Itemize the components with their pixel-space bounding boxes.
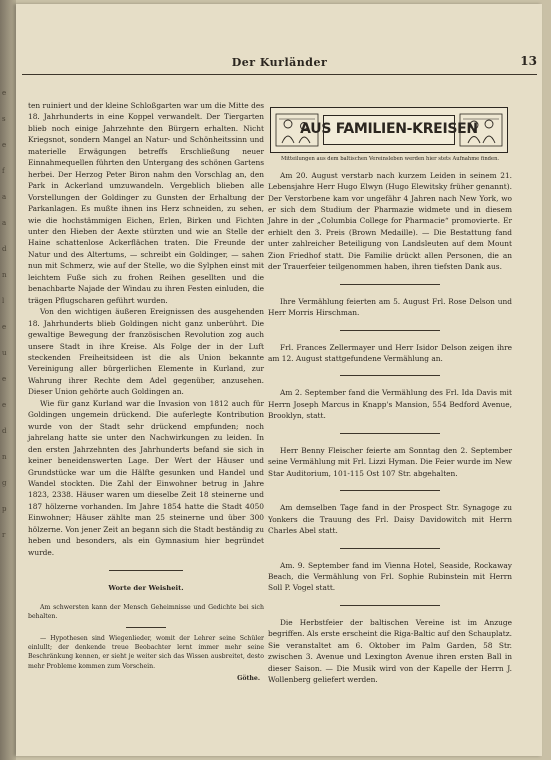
announcement-item: Am. 9. September fand im Vienna Hotel, Seaside, Rockaway Beach, die Vermählung von Frl. Sophie Rubinstein mit Herrn Soll P. Vogel statt. xyxy=(268,560,512,593)
motto-author: Göthe. xyxy=(237,674,260,682)
gutter-letter: e xyxy=(2,141,7,149)
page-header xyxy=(22,52,537,75)
motto-heading: Worte der Weisheit. xyxy=(108,584,184,593)
gutter-letter: l xyxy=(2,297,5,305)
family-illustration-icon xyxy=(459,113,503,147)
gutter-letter: e xyxy=(2,323,7,331)
gutter-letter: s xyxy=(2,115,6,123)
gutter-letter: d xyxy=(2,427,7,435)
gutter-letter: p xyxy=(2,505,7,513)
section-divider xyxy=(109,570,183,571)
gutter-letter: u xyxy=(2,349,7,357)
book-gutter xyxy=(0,0,16,760)
item-divider xyxy=(340,433,440,434)
item-divider xyxy=(340,375,440,376)
page-number: 13 xyxy=(520,54,537,68)
announcement-item: Am 20. August verstarb nach kurzem Leiden in seinem 21. Lebensjahre Herr Hugo Elwyn (Hugo Elewitsky früher genannt). Der Verstorbene kam vor ungefähr 4 Jahren nach New York, wo er sich dem Studium der Pharmazie widmete und in diesem Jahre in der „Columbia College for Pharmacie“ promovierte. Er erhielt den 3. Preis (Brown Medaille). — Die Bestattung fand unter zahlreicher Beteiligung von Landsleuten auf dem Mount Zion Friedhof statt. Die Familie drückt allen Personen, die an der Trauerfeier teilgenommen haben, ihren tiefsten Dank aus. xyxy=(268,170,512,272)
article-paragraph: ten ruiniert und der kleine Schloßgarten war um die Mitte des 18. Jahrhunderts in eine Koppel verwandelt. Der Tiergarten blieb noch einige Jahrzehnte den Bürgern erhalten. Nicht Kriegsnot, sondern Mangel an Natur- und Schönheitssinn und materielle Erwägungen betreffs Erschließung neuer Einnahmequellen führten den Untergang des schönen Gartens herbei. Der Herzog Peter Biron nahm den Vorschlag an, den Park in Ackerland umzuwandeln. Vergeblich blieben alle Vorstellungen der Goldinger zu Gunsten der Erhaltung der Parkanlagen. Es mußte ihnen ins Herz schneiden, zu sehen, wie die hochstämmigen Eichen, Erlen, Birken und Fichten unter den Hieben der Aexte stürzten und wie an Stelle der Haine schattenlose Ackerflächen traten. Die Freunde der Natur und des Altertums, — schreibt ein Goldinger, — sahen nun mit Schmerz, wie auf der Stelle, wo die Sylphen einst mit leichtem Fuße sich zu frohen Reihen gesellten und die benachbarte Najade der Windau zu ihren Festen einluden, die trägen Pflugscharen geführt wurden. xyxy=(28,101,264,305)
gutter-letter: r xyxy=(2,531,6,539)
motto-divider xyxy=(126,627,166,628)
gutter-letter: e xyxy=(2,401,7,409)
announcement-item: Die Herbstfeier der baltischen Vereine ist im Anzuge begriffen. Als erste erscheint die Riga-Baltic auf den Schauplatz. Sie veranstaltet am 6. Oktober im Palm Garden, 58 Str. zwischen 3. Avenue und Lexington Avenue ihren ersten Ball in dieser Saison. — Die Musik wird von der Kapelle der Herrn J. Wollenberg geliefert werden. xyxy=(268,617,512,685)
announcement-item: Frl. Frances Zellermayer und Herr Isidor Delson zeigen ihre am 12. August stattgefundene Vermählung an. xyxy=(268,342,512,364)
gutter-letter: e xyxy=(2,89,7,97)
announcement-item: Ihre Vermählung feierten am 5. August Frl. Rose Delson und Herr Morris Hirschman. xyxy=(268,296,512,318)
right-column xyxy=(268,107,512,686)
announcement-item: Am 2. September fand die Vermählung des Frl. Ida Davis mit Herrn Joseph Marcus in Knapp's Mansion, 554 Bedford Avenue, Brooklyn, statt. xyxy=(268,388,512,421)
item-divider xyxy=(340,284,440,285)
gutter-letter: g xyxy=(2,479,7,487)
item-divider xyxy=(340,490,440,491)
announcement-item: Herr Benny Fleischer feierte am Sonntag den 2. September seine Vermählung mit Frl. Lizzi Hyman. Die Feier wurde im New Star Auditorium, 101-115 Ost 107 Str. abgehalten. xyxy=(268,445,512,478)
running-title: Der Kurländer xyxy=(231,56,328,69)
section-banner xyxy=(270,107,508,153)
gutter-letter: n xyxy=(2,271,7,279)
left-column xyxy=(28,100,264,684)
gutter-letter: a xyxy=(2,219,7,227)
gutter-letter: d xyxy=(2,245,7,253)
item-divider xyxy=(340,605,440,606)
gutter-letters xyxy=(2,80,12,548)
gutter-letter: e xyxy=(2,375,7,383)
motto-quote: — Hypothesen sind Wiegenlieder, womit der Lehrer seine Schüler einlullt; der denkende treue Beobachter lernt immer mehr seine Beschränkung kennen, er sieht je weiter sich das Wissen ausbreitet, desto mehr Probleme kommen zum Vorschein. xyxy=(28,634,264,670)
article-paragraph: Wie für ganz Kurland war die Invasion von 1812 auch für Goldingen ungemein drückend. Die auferlegte Kontribution wurde von der Stadt sehr drückend empfunden; noch jahrelang hatte sie unter den Nachwirkungen zu leiden. In den ersten Jahrzehnten des Jahrhunderts befand sie sich in keiner beneidenswerten Lage. Der Wert der Häuser und Grundstücke war um die Hälfte gesunken und Handel und Wandel stockten. Die Zahl der Einwohner betrug in Jahre 1823, 2338. Häuser waren um dieselbe Zeit 18 steinerne und 187 hölzerne vorhanden. Im Jahre 1854 hatte die Stadt 4050 Einwohner; Häuser zählte man 25 steinerne und über 300 hölzerne. Von jener Zeit an begann sich die Stadt beständig zu heben und besonders, als ein Gymnasium hier begründet wurde. xyxy=(28,398,264,557)
gutter-letter: f xyxy=(2,167,5,175)
banner-caption: Mitteilungen aus dem baltischen Vereinsleben werden hier stets Aufnahme finden. xyxy=(280,156,500,162)
item-divider xyxy=(340,548,440,549)
banner-title: AUS FAMILIEN-KREISEN xyxy=(323,115,455,145)
gutter-letter: n xyxy=(2,453,7,461)
announcement-item: Am demselben Tage fand in der Prospect Str. Synagoge zu Yonkers die Trauung des Frl. Daisy Davidowitch mit Herrn Charles Abel statt. xyxy=(268,503,512,536)
motto-quote: Am schwersten kann der Mensch Geheimnisse und Gedichte bei sich behalten. xyxy=(28,603,264,620)
article-paragraph: Von den wichtigen äußeren Ereignissen des ausgehenden 18. Jahrhunderts blieb Goldingen nicht ganz unberührt. Die gewaltige Bewegung der französischen Revolution zog auch unsere Stadt in ihre Kreise. Als Folge der in der Luft steckenden Freiheitsideen ist die als Union bekannte Vereinigung aller bürgerlichen Elemente in Kurland, zur Wahrung ihrer Rechte dem Adel gegenüber, anzusehen. Dieser Union gehörte auch Goldingen an. xyxy=(28,307,264,397)
item-divider xyxy=(340,330,440,331)
gutter-letter: a xyxy=(2,193,7,201)
